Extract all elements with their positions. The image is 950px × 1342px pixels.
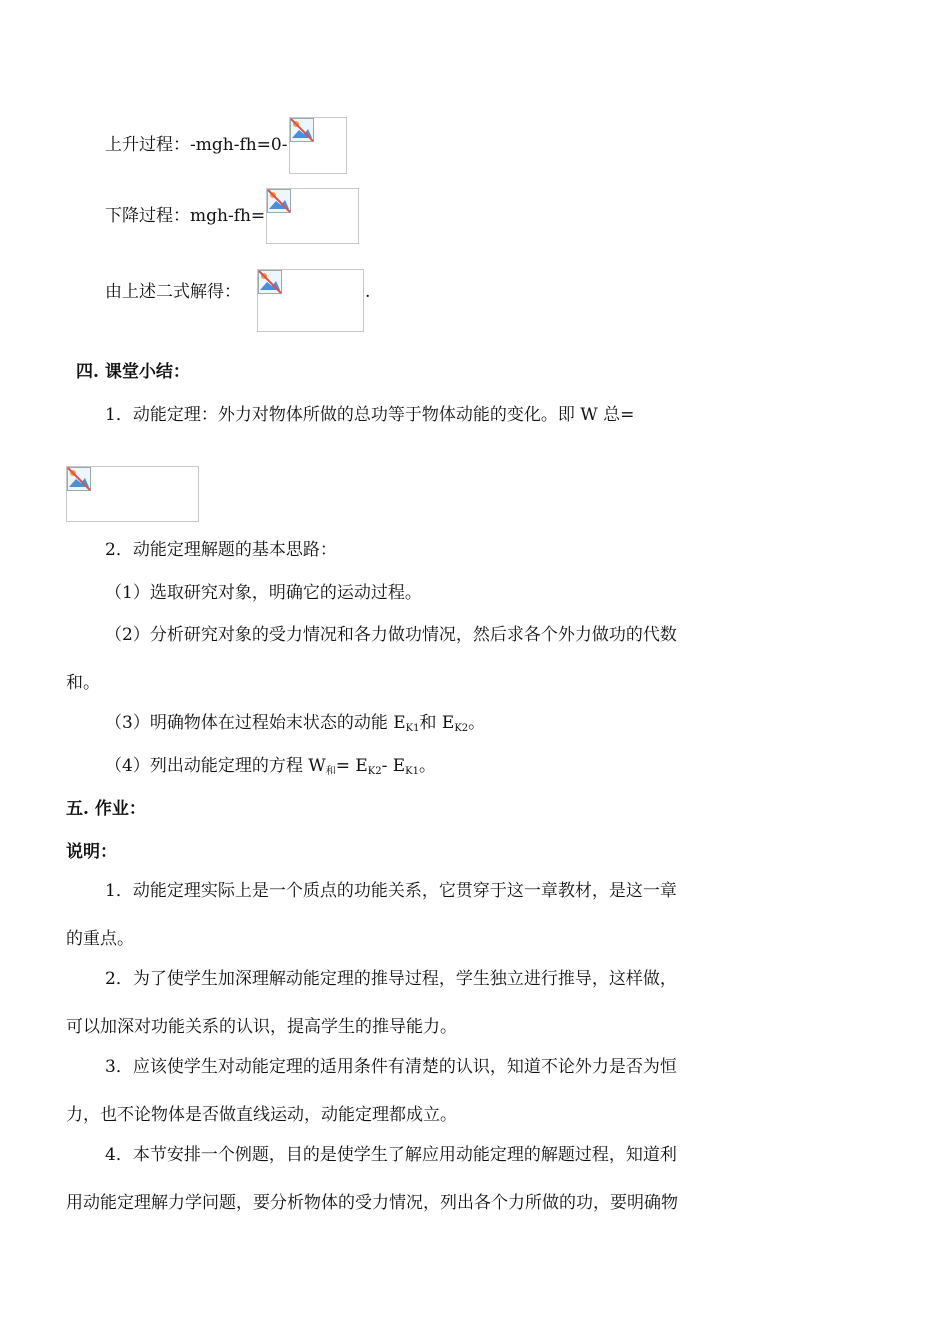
step-3-text: （3）明确物体在过程始末状态的动能 E	[105, 713, 406, 733]
step-3-end: 。	[468, 713, 486, 733]
formula-image-up	[289, 117, 347, 174]
down-process-label: 下降过程：mgh-fh=	[105, 206, 266, 226]
solve-label: 由上述二式解得：	[105, 282, 241, 302]
note-4-line-1: 4．本节安排一个例题，目的是使学生了解应用动能定理的解题过程，知道利	[105, 1145, 677, 1165]
up-process-line	[105, 134, 287, 156]
step-4-mid: = E	[335, 756, 368, 776]
ek2-subscript: K2	[454, 723, 469, 734]
note-1-line-2: 的重点。	[66, 929, 134, 949]
ek1-subscript: K1	[405, 723, 420, 734]
step-4-end: 。	[419, 756, 437, 776]
formula-image-down	[266, 188, 359, 244]
broken-image-icon	[67, 467, 91, 491]
formula-image-solve	[257, 269, 364, 332]
note-3-line-2: 力，也不论物体是否做直线运动，动能定理都成立。	[66, 1105, 457, 1125]
note-2-line-1: 2．为了使学生加深理解动能定理的推导过程，学生独立进行推导，这样做，	[105, 969, 677, 989]
note-2-line-2: 可以加深对功能关系的认识，提高学生的推导能力。	[66, 1017, 457, 1037]
up-process-label: 上升过程：-mgh-fh=0-	[105, 135, 288, 155]
solve-line	[105, 281, 241, 303]
step-3	[105, 712, 485, 740]
note-1-line-1: 1．动能定理实际上是一个质点的功能关系，它贯穿于这一章教材，是这一章	[105, 881, 677, 901]
summary-item-2: 2．动能定理解题的基本思路：	[105, 540, 337, 560]
ek2-subscript: K2	[367, 766, 382, 777]
step-2-line-1: （2）分析研究对象的受力情况和各力做功情况，然后求各个外力做功的代数	[105, 625, 677, 645]
broken-image-icon	[267, 189, 291, 213]
step-1: （1）选取研究对象，明确它的运动过程。	[105, 583, 422, 603]
step-4	[105, 755, 436, 783]
broken-image-icon	[258, 270, 282, 294]
summary-heading: 四. 课堂小结：	[76, 362, 190, 382]
formula-image-total-work	[66, 466, 199, 522]
step-2-line-2: 和。	[66, 673, 100, 693]
w-sum-subscript: 和	[325, 766, 336, 777]
note-3-line-1: 3．应该使学生对动能定理的适用条件有清楚的认识，知道不论外力是否为恒	[105, 1057, 677, 1077]
note-4-line-2: 用动能定理解力学问题，要分析物体的受力情况，列出各个力所做的功，要明确物	[66, 1193, 678, 1213]
step-4-mid2: - E	[381, 756, 406, 776]
down-process-line	[105, 205, 265, 227]
notes-heading: 说明：	[66, 842, 117, 862]
solve-end: .	[365, 282, 371, 302]
summary-item-1: 1．动能定理：外力对物体所做的总功等于物体动能的变化。即 W 总=	[105, 405, 635, 425]
step-4-text: （4）列出动能定理的方程 W	[105, 756, 326, 776]
ek1-subscript: K1	[405, 766, 420, 777]
homework-heading: 五. 作业：	[66, 799, 146, 819]
step-3-mid: 和 E	[419, 713, 455, 733]
broken-image-icon	[290, 118, 314, 142]
